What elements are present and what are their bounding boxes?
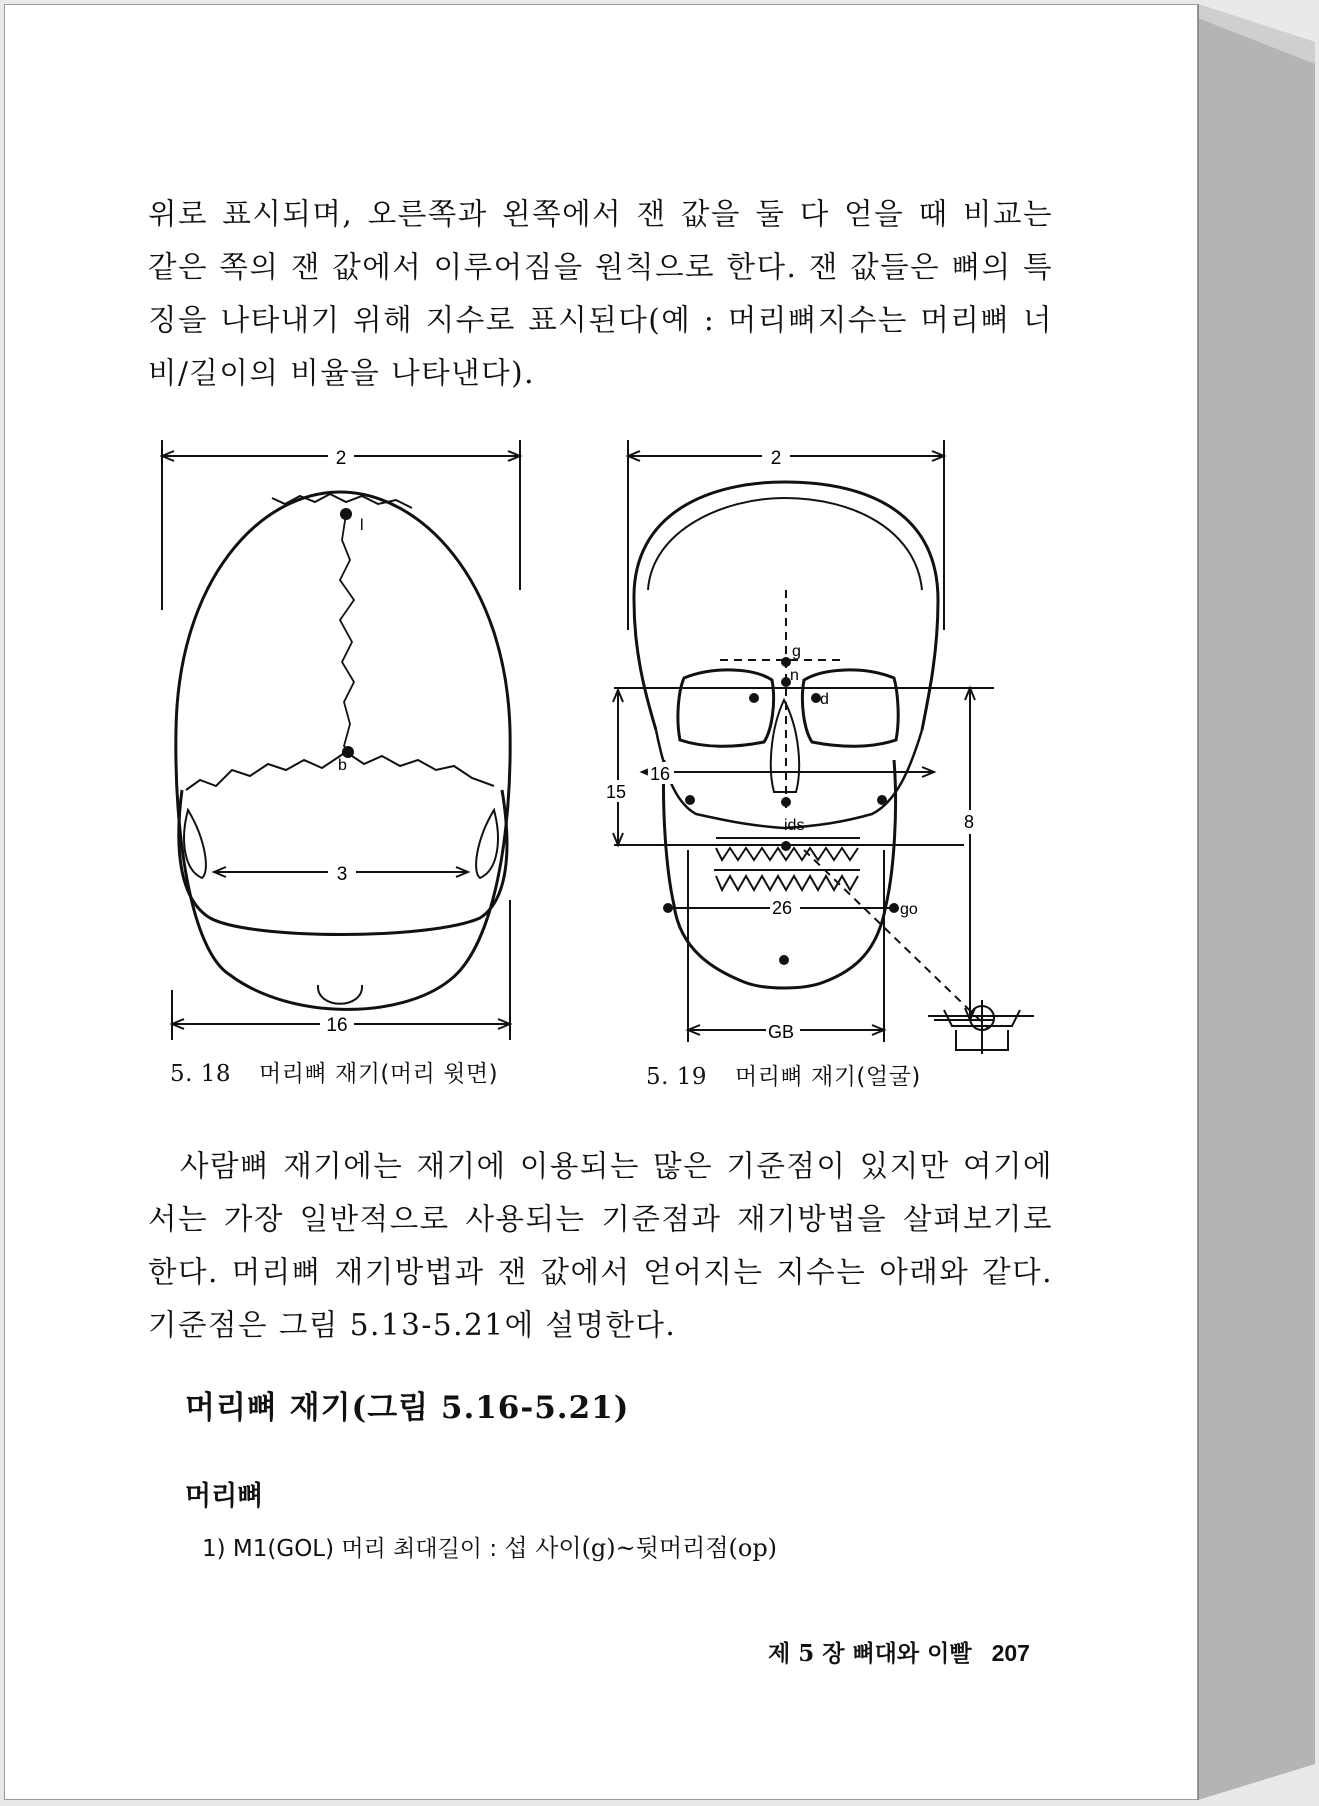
body-paragraph-1: 위로 표시되며, 오른쪽과 왼쪽에서 잰 값을 둘 다 얻을 때 비교는 같은 쪽의 잰 값에서 이루어짐을 원칙으로 한다. 잰 값들은 뼈의 특징을 나타내기 위해 지수로 표시된다(예 : 머리뼈지수는 머리뼈 너비/길이의 비율을 나타낸다).	[148, 197, 1053, 390]
subsection-heading: 머리뼈	[185, 1481, 264, 1512]
fig2-label-15: 15	[606, 782, 627, 802]
fig2-label-16: 16	[650, 764, 671, 784]
figure-caption-5-19: 5. 19 머리뼈 재기(얼굴)	[646, 1064, 921, 1090]
page-footer	[768, 1635, 1030, 1668]
figure-skull-front-view	[604, 430, 1054, 1070]
fig2-label-top: 2	[770, 448, 782, 469]
measurement-item-1: 1) M1(GOL) 머리 최대길이 : 섭 사이(g)~뒷머리점(op)	[202, 1534, 778, 1562]
fig2-point-g: g	[792, 643, 801, 660]
page-number: 207	[991, 1640, 1030, 1666]
figure-caption-5-18: 5. 18 머리뼈 재기(머리 윗면)	[170, 1061, 499, 1087]
body-paragraph-2: 사람뼈 재기에는 재기에 이용되는 많은 기준점이 있지만 여기에서는 가장 일반적으로 사용되는 기준점과 재기방법을 살펴보기로 한다. 머리뼈 재기방법과 잰 값에서 얻어지는 지수는 아래와 같다. 기준점은 그림 5.13-5.21에 설명한다.	[148, 1149, 1053, 1342]
fig2-label-8: 8	[964, 812, 975, 832]
fig2-label-gb: GB	[768, 1022, 795, 1042]
book-spine	[1198, 4, 1315, 1800]
chapter-title: 제 5 장 뼈대와 이빨	[768, 1640, 972, 1667]
fig1-point-b: b	[338, 757, 347, 774]
fig2-point-d: d	[820, 691, 829, 708]
section-heading: 머리뼈 재기(그림 5.16-5.21)	[185, 1390, 630, 1426]
fig2-label-26: 26	[772, 898, 793, 918]
fig1-point-l: l	[360, 517, 364, 534]
fig1-label-mid: 3	[336, 864, 348, 885]
fig2-point-n: n	[790, 667, 799, 684]
fig2-label-ids: ids	[784, 817, 805, 834]
fig1-label-top: 2	[335, 448, 347, 469]
fig1-label-bottom: 16	[326, 1015, 348, 1036]
figure-skull-top-view	[150, 430, 530, 1050]
fig2-label-go: go	[900, 901, 918, 918]
